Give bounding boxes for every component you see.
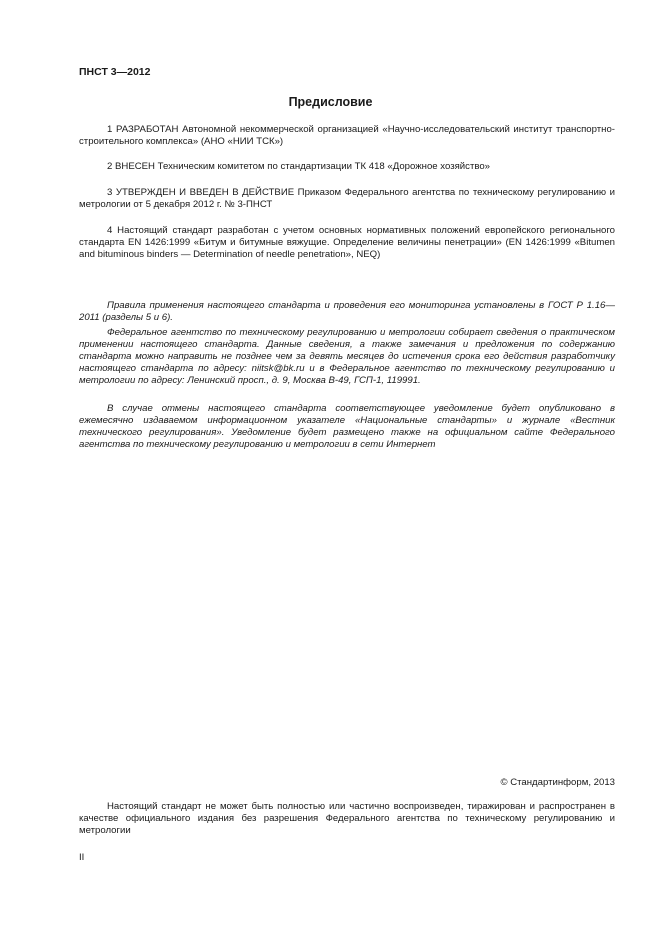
- notice-application: Правила применения настоящего стандарта и проведения его мониторинга установлены в ГОСТ Р 1.16—2011 (разделы 5 и 6).: [79, 300, 615, 323]
- foreword-item-4: 4 Настоящий стандарт разработан с учетом основных нормативных положений европейского регионального стандарта EN 1426:1999 «Битум и битумные вяжущие. Определение величины пенетрации» (EN 1426:1999 «Bitumen and bituminous binders — Determination of needle penetration», NEQ): [79, 225, 615, 260]
- copyright: © Стандартинформ, 2013: [500, 777, 615, 788]
- rights-notice: Настоящий стандарт не может быть полностью или частично воспроизведен, тиражирован и распространен в качестве официального издания без разрешения Федерального агентства по техническому регулированию и метрологии: [79, 801, 615, 836]
- notice-feedback: Федеральное агентство по техническому регулированию и метрологии собирает сведения о практическом применении настоящего стандарта. Данные сведения, а также замечания и предложения по содержанию стандарта можно направить не позднее чем за девять месяцев до истечения срока его действия разработчику настоящего стандарта по адресу: niitsk@bk.ru и в Федеральное агентство по техническому регулированию и метрологии по адресу: Ленинский просп., д. 9, Москва В-49, ГСП-1, 119991.: [79, 327, 615, 386]
- page-number: II: [79, 852, 85, 863]
- page-title: Предисловие: [288, 95, 373, 109]
- document-code: ПНСТ 3—2012: [79, 66, 151, 78]
- foreword-item-2: 2 ВНЕСЕН Техническим комитетом по стандартизации ТК 418 «Дорожное хозяйство»: [107, 161, 491, 172]
- notice-cancellation: В случае отмены настоящего стандарта соответствующее уведомление будет опубликовано в ежемесячно издаваемом информационном указателе «Национальные стандарты» и журнале «Вестник технического регулирования». Уведомление будет размещено также на официальном сайте Федерального агентства по техническому регулированию и метрологии в сети Интернет: [79, 403, 615, 450]
- foreword-item-3: 3 УТВЕРЖДЕН И ВВЕДЕН В ДЕЙСТВИЕ Приказом Федерального агентства по техническому регулированию и метрологии от 5 декабря 2012 г. № 3-ПНСТ: [79, 187, 615, 210]
- foreword-item-1: 1 РАЗРАБОТАН Автономной некоммерческой организацией «Научно-исследовательский институт транспортно-строительного комплекса» (АНО «НИИ ТСК»): [79, 124, 615, 147]
